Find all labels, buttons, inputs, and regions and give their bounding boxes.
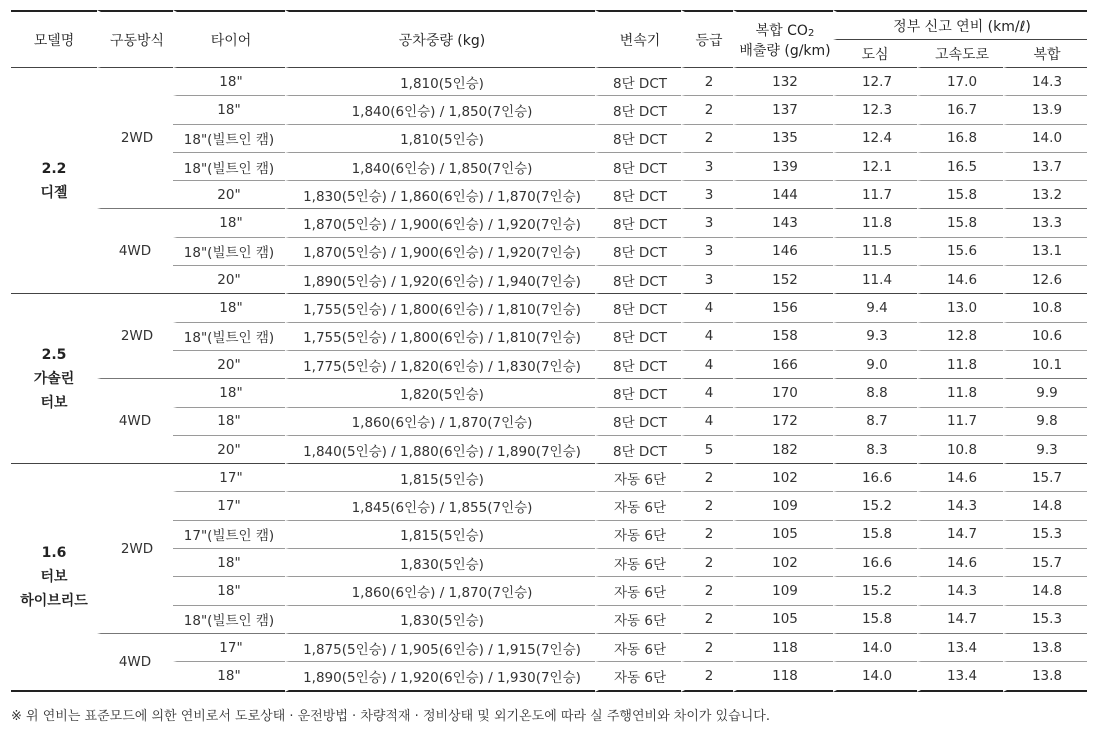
cell-highway: 12.8: [917, 323, 1003, 351]
cell-city: 11.8: [833, 209, 917, 237]
cell-city: 16.6: [833, 549, 917, 577]
cell-tire: 18"(빌트인 캠): [173, 323, 285, 351]
cell-city: 15.2: [833, 492, 917, 520]
model-name-line: 하이브리드: [20, 592, 88, 609]
footnote: ※ 위 연비는 표준모드에 의한 연비로서 도로상태 · 운전방법 · 차량적재 · 정비상태 및 외기온도에 따라 실 주행연비와 차이가 있습니다.: [11, 709, 770, 724]
cell-highway: 11.7: [917, 408, 1003, 436]
header-weight: 공차중량 (kg): [285, 10, 595, 68]
table-row: [11, 521, 1087, 549]
cell-city: 11.7: [833, 181, 917, 209]
cell-grade: 2: [681, 492, 733, 520]
cell-grade: 4: [681, 379, 733, 407]
cell-transmission: 자동 6단: [595, 492, 681, 520]
header-highway: 고속도로: [917, 40, 1003, 68]
cell-highway: 10.8: [917, 436, 1003, 464]
cell-drive: 2WD: [97, 294, 173, 379]
table-row: [11, 294, 1087, 322]
cell-transmission: 8단 DCT: [595, 408, 681, 436]
cell-city: 12.1: [833, 153, 917, 181]
cell-co2: 137: [733, 96, 833, 124]
header-co2-text: 복합 CO: [755, 22, 808, 39]
table-row: [11, 492, 1087, 520]
cell-tire: 20": [173, 266, 285, 294]
cell-city: 14.0: [833, 634, 917, 662]
cell-transmission: 8단 DCT: [595, 209, 681, 237]
cell-combined: 13.8: [1003, 634, 1087, 662]
cell-combined: 13.1: [1003, 238, 1087, 266]
cell-combined: 14.8: [1003, 492, 1087, 520]
table-row: [11, 68, 1087, 96]
cell-combined: 14.3: [1003, 68, 1087, 96]
table-row: [11, 323, 1087, 351]
cell-tire: 18": [173, 96, 285, 124]
cell-weight: 1,810(5인승): [285, 125, 595, 153]
cell-highway: 16.7: [917, 96, 1003, 124]
table-row: [11, 436, 1087, 464]
cell-transmission: 자동 6단: [595, 464, 681, 492]
cell-combined: 9.8: [1003, 408, 1087, 436]
cell-combined: 13.7: [1003, 153, 1087, 181]
cell-grade: 2: [681, 464, 733, 492]
cell-city: 8.8: [833, 379, 917, 407]
cell-tire: 20": [173, 181, 285, 209]
cell-transmission: 8단 DCT: [595, 238, 681, 266]
cell-co2: 102: [733, 464, 833, 492]
table-row: [11, 408, 1087, 436]
cell-combined: 13.3: [1003, 209, 1087, 237]
cell-weight: 1,755(5인승) / 1,800(6인승) / 1,810(7인승): [285, 323, 595, 351]
table-header: [11, 10, 1087, 68]
header-fuel-economy: 정부 신고 연비 (km/ℓ): [833, 10, 1087, 40]
cell-drive: 2WD: [97, 464, 173, 634]
header-city: 도심: [833, 40, 917, 68]
cell-tire: 17"(빌트인 캠): [173, 521, 285, 549]
cell-transmission: 8단 DCT: [595, 294, 681, 322]
cell-transmission: 8단 DCT: [595, 323, 681, 351]
cell-highway: 16.8: [917, 125, 1003, 153]
cell-tire: 18": [173, 68, 285, 96]
cell-weight: 1,845(6인승) / 1,855(7인승): [285, 492, 595, 520]
cell-highway: 14.6: [917, 549, 1003, 577]
cell-combined: 13.2: [1003, 181, 1087, 209]
cell-transmission: 8단 DCT: [595, 181, 681, 209]
cell-city: 14.0: [833, 662, 917, 691]
table-row: [11, 181, 1087, 209]
cell-city: 15.2: [833, 577, 917, 605]
header-model: 모델명: [11, 10, 97, 68]
cell-highway: 14.6: [917, 464, 1003, 492]
header-drive: 구동방식: [97, 10, 173, 68]
cell-combined: 10.6: [1003, 323, 1087, 351]
cell-tire: 18"(빌트인 캠): [173, 153, 285, 181]
cell-grade: 3: [681, 209, 733, 237]
cell-grade: 5: [681, 436, 733, 464]
cell-transmission: 8단 DCT: [595, 68, 681, 96]
cell-tire: 18"(빌트인 캠): [173, 238, 285, 266]
cell-grade: 3: [681, 153, 733, 181]
cell-co2: 166: [733, 351, 833, 379]
cell-tire: 18": [173, 549, 285, 577]
cell-weight: 1,815(5인승): [285, 521, 595, 549]
cell-tire: 18": [173, 662, 285, 691]
cell-highway: 15.8: [917, 209, 1003, 237]
cell-co2: 182: [733, 436, 833, 464]
cell-co2: 135: [733, 125, 833, 153]
cell-highway: 15.8: [917, 181, 1003, 209]
table-row: [11, 549, 1087, 577]
cell-weight: 1,875(5인승) / 1,905(6인승) / 1,915(7인승): [285, 634, 595, 662]
cell-co2: 105: [733, 521, 833, 549]
cell-weight: 1,860(6인승) / 1,870(7인승): [285, 577, 595, 605]
cell-transmission: 8단 DCT: [595, 125, 681, 153]
cell-grade: 3: [681, 266, 733, 294]
cell-city: 8.7: [833, 408, 917, 436]
cell-model: [11, 464, 97, 691]
cell-co2: 105: [733, 606, 833, 634]
cell-weight: 1,830(5인승) / 1,860(6인승) / 1,870(7인승): [285, 181, 595, 209]
cell-co2: 143: [733, 209, 833, 237]
cell-city: 11.5: [833, 238, 917, 266]
cell-tire: 18"(빌트인 캠): [173, 125, 285, 153]
table-row: [11, 266, 1087, 294]
cell-model: [11, 68, 97, 294]
cell-transmission: 자동 6단: [595, 634, 681, 662]
cell-highway: 16.5: [917, 153, 1003, 181]
table-body: [11, 68, 1087, 692]
cell-weight: 1,830(5인승): [285, 606, 595, 634]
cell-co2: 132: [733, 68, 833, 96]
cell-co2: 118: [733, 634, 833, 662]
cell-co2: 158: [733, 323, 833, 351]
model-name-line: 디젤: [40, 184, 68, 201]
cell-highway: 14.3: [917, 492, 1003, 520]
cell-combined: 12.6: [1003, 266, 1087, 294]
table-row: [11, 96, 1087, 124]
cell-highway: 15.6: [917, 238, 1003, 266]
cell-weight: 1,815(5인승): [285, 464, 595, 492]
cell-city: 15.8: [833, 521, 917, 549]
table-row: [11, 125, 1087, 153]
cell-transmission: 자동 6단: [595, 521, 681, 549]
cell-weight: 1,840(6인승) / 1,850(7인승): [285, 96, 595, 124]
cell-grade: 4: [681, 408, 733, 436]
cell-combined: 13.8: [1003, 662, 1087, 691]
cell-highway: 11.8: [917, 379, 1003, 407]
model-name-line: 2.5: [41, 346, 67, 363]
cell-combined: 15.7: [1003, 549, 1087, 577]
cell-city: 8.3: [833, 436, 917, 464]
model-name-line: 터보: [40, 568, 68, 585]
cell-tire: 18": [173, 408, 285, 436]
table-row: [11, 379, 1087, 407]
model-name-line: 1.6: [41, 544, 67, 561]
cell-highway: 14.6: [917, 266, 1003, 294]
cell-combined: 14.0: [1003, 125, 1087, 153]
cell-highway: 13.0: [917, 294, 1003, 322]
table-row: [11, 606, 1087, 634]
cell-grade: 2: [681, 549, 733, 577]
cell-weight: 1,840(5인승) / 1,880(6인승) / 1,890(7인승): [285, 436, 595, 464]
cell-grade: 3: [681, 181, 733, 209]
cell-tire: 18": [173, 209, 285, 237]
cell-weight: 1,755(5인승) / 1,800(6인승) / 1,810(7인승): [285, 294, 595, 322]
cell-highway: 13.4: [917, 634, 1003, 662]
cell-grade: 2: [681, 125, 733, 153]
cell-grade: 4: [681, 294, 733, 322]
cell-grade: 4: [681, 323, 733, 351]
cell-combined: 13.9: [1003, 96, 1087, 124]
cell-weight: 1,870(5인승) / 1,900(6인승) / 1,920(7인승): [285, 209, 595, 237]
cell-city: 15.8: [833, 606, 917, 634]
cell-grade: 2: [681, 606, 733, 634]
table-row: [11, 577, 1087, 605]
cell-city: 9.4: [833, 294, 917, 322]
cell-drive: 4WD: [97, 209, 173, 294]
cell-drive: 4WD: [97, 379, 173, 464]
model-name-line: 터보: [40, 394, 68, 411]
table-row: [11, 464, 1087, 492]
cell-highway: 14.3: [917, 577, 1003, 605]
cell-transmission: 8단 DCT: [595, 266, 681, 294]
cell-co2: 144: [733, 181, 833, 209]
cell-tire: 18": [173, 379, 285, 407]
header-transmission: 변속기: [595, 10, 681, 68]
cell-co2: 109: [733, 492, 833, 520]
cell-co2: 156: [733, 294, 833, 322]
cell-highway: 17.0: [917, 68, 1003, 96]
model-name-line: 가솔린: [33, 370, 75, 387]
cell-combined: 10.8: [1003, 294, 1087, 322]
cell-drive: 4WD: [97, 634, 173, 692]
cell-grade: 3: [681, 238, 733, 266]
cell-transmission: 자동 6단: [595, 577, 681, 605]
table-row: [11, 209, 1087, 237]
cell-tire: 17": [173, 464, 285, 492]
header-co2-subscript: 2: [807, 27, 815, 39]
cell-combined: 15.7: [1003, 464, 1087, 492]
header-co2-line2: 배출량 (g/km): [739, 42, 831, 59]
header-grade: 등급: [681, 10, 733, 68]
cell-transmission: 8단 DCT: [595, 351, 681, 379]
cell-weight: 1,870(5인승) / 1,900(6인승) / 1,920(7인승): [285, 238, 595, 266]
cell-highway: 14.7: [917, 606, 1003, 634]
cell-transmission: 8단 DCT: [595, 153, 681, 181]
header-tire: 타이어: [173, 10, 285, 68]
cell-grade: 2: [681, 68, 733, 96]
cell-grade: 2: [681, 662, 733, 691]
cell-weight: 1,830(5인승): [285, 549, 595, 577]
cell-grade: 2: [681, 577, 733, 605]
table-row: [11, 634, 1087, 662]
cell-co2: 170: [733, 379, 833, 407]
cell-city: 9.3: [833, 323, 917, 351]
cell-transmission: 8단 DCT: [595, 379, 681, 407]
cell-grade: 4: [681, 351, 733, 379]
cell-highway: 13.4: [917, 662, 1003, 691]
cell-co2: 118: [733, 662, 833, 691]
cell-tire: 18": [173, 294, 285, 322]
fuel-economy-table: [11, 10, 1087, 692]
cell-combined: 14.8: [1003, 577, 1087, 605]
header-co2: [733, 10, 833, 68]
cell-weight: 1,840(6인승) / 1,850(7인승): [285, 153, 595, 181]
table-row: [11, 662, 1087, 691]
cell-transmission: 8단 DCT: [595, 436, 681, 464]
cell-weight: 1,820(5인승): [285, 379, 595, 407]
cell-combined: 9.3: [1003, 436, 1087, 464]
cell-co2: 146: [733, 238, 833, 266]
cell-combined: 9.9: [1003, 379, 1087, 407]
cell-co2: 172: [733, 408, 833, 436]
cell-weight: 1,890(5인승) / 1,920(6인승) / 1,930(7인승): [285, 662, 595, 691]
table-row: [11, 351, 1087, 379]
header-combined: 복합: [1003, 40, 1087, 68]
cell-combined: 15.3: [1003, 521, 1087, 549]
cell-grade: 2: [681, 634, 733, 662]
cell-transmission: 자동 6단: [595, 549, 681, 577]
cell-city: 11.4: [833, 266, 917, 294]
cell-co2: 102: [733, 549, 833, 577]
cell-co2: 139: [733, 153, 833, 181]
cell-tire: 17": [173, 492, 285, 520]
cell-tire: 20": [173, 436, 285, 464]
cell-weight: 1,810(5인승): [285, 68, 595, 96]
cell-combined: 10.1: [1003, 351, 1087, 379]
cell-tire: 17": [173, 634, 285, 662]
cell-grade: 2: [681, 96, 733, 124]
table-row: [11, 238, 1087, 266]
cell-city: 12.7: [833, 68, 917, 96]
cell-model: [11, 294, 97, 464]
cell-combined: 15.3: [1003, 606, 1087, 634]
cell-weight: 1,860(6인승) / 1,870(7인승): [285, 408, 595, 436]
cell-city: 16.6: [833, 464, 917, 492]
cell-co2: 109: [733, 577, 833, 605]
cell-weight: 1,890(5인승) / 1,920(6인승) / 1,940(7인승): [285, 266, 595, 294]
cell-transmission: 8단 DCT: [595, 96, 681, 124]
cell-transmission: 자동 6단: [595, 606, 681, 634]
header-co2-line1: [756, 23, 815, 39]
cell-highway: 11.8: [917, 351, 1003, 379]
cell-city: 9.0: [833, 351, 917, 379]
cell-city: 12.3: [833, 96, 917, 124]
cell-weight: 1,775(5인승) / 1,820(6인승) / 1,830(7인승): [285, 351, 595, 379]
cell-highway: 14.7: [917, 521, 1003, 549]
cell-tire: 18"(빌트인 캠): [173, 606, 285, 634]
cell-tire: 18": [173, 577, 285, 605]
cell-drive: 2WD: [97, 68, 173, 209]
table-row: [11, 153, 1087, 181]
cell-grade: 2: [681, 521, 733, 549]
cell-transmission: 자동 6단: [595, 662, 681, 691]
cell-tire: 20": [173, 351, 285, 379]
cell-co2: 152: [733, 266, 833, 294]
model-name-line: 2.2: [41, 160, 67, 177]
cell-city: 12.4: [833, 125, 917, 153]
